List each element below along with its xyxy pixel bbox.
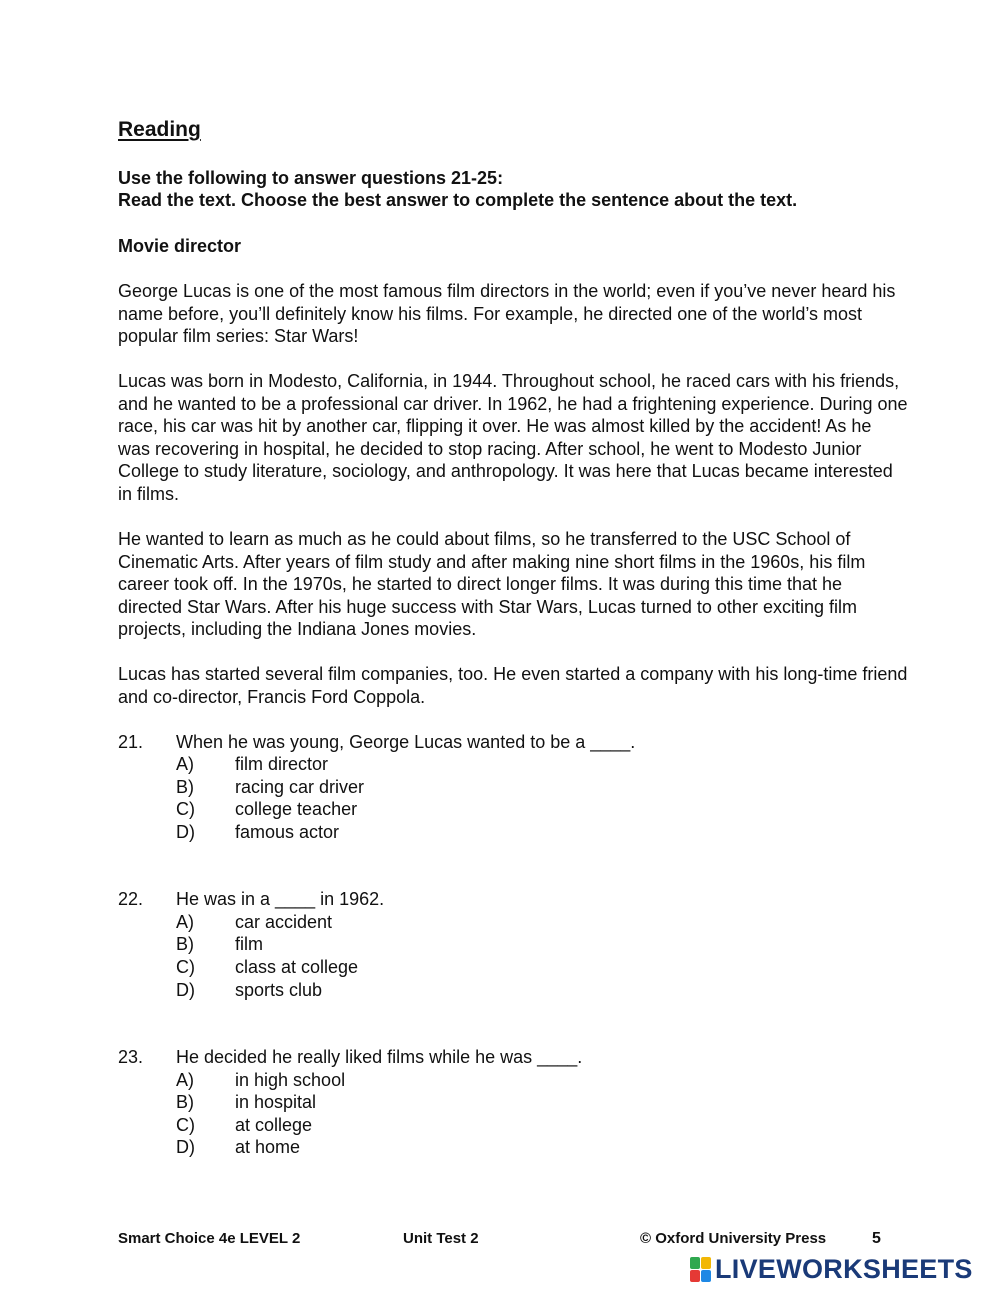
option-letter[interactable]: B) xyxy=(176,934,194,954)
option-letter[interactable]: D) xyxy=(176,980,195,1000)
question-number: 23. xyxy=(118,1047,144,1067)
question-text: He decided he really liked films while he was ____. xyxy=(176,1047,583,1067)
question-text: When he was young, George Lucas wanted to be a ____. xyxy=(176,732,636,752)
instruction-line-2: Read the text. Choose the best answer to complete the sentence about the text. xyxy=(118,190,798,210)
footer-book-title: Smart Choice 4e LEVEL 2 xyxy=(118,1230,301,1247)
page-number: 5 xyxy=(872,1230,881,1247)
option-letter[interactable]: B) xyxy=(176,1092,194,1112)
question-number: 22. xyxy=(118,889,144,909)
text-title: Movie director xyxy=(118,236,242,256)
logo-block xyxy=(690,1270,700,1282)
logo-block xyxy=(701,1257,711,1269)
question-text: He was in a ____ in 1962. xyxy=(176,889,385,909)
option-letter[interactable]: C) xyxy=(176,957,195,977)
instruction-line-1: Use the following to answer questions 21-25: xyxy=(118,168,504,188)
footer-publisher: © Oxford University Press xyxy=(640,1230,827,1247)
liveworksheets-logo-text: LIVEWORKSHEETS xyxy=(715,1254,973,1284)
liveworksheets-logo[interactable] xyxy=(690,1254,973,1284)
option-letter[interactable]: A) xyxy=(176,1070,194,1090)
logo-block xyxy=(701,1270,711,1282)
footer-unit: Unit Test 2 xyxy=(403,1230,479,1247)
option-letter[interactable]: B) xyxy=(176,777,194,797)
option-text[interactable]: sports club xyxy=(235,980,323,1000)
logo-block xyxy=(690,1257,700,1269)
option-text[interactable]: car accident xyxy=(235,912,333,932)
option-letter[interactable]: D) xyxy=(176,822,195,842)
option-text[interactable]: college teacher xyxy=(235,799,358,819)
option-letter[interactable]: C) xyxy=(176,799,195,819)
option-letter[interactable]: D) xyxy=(176,1137,195,1157)
paragraph-1: George Lucas is one of the most famous film directors in the world; even if you’ve never heard his name before, you’ll definitely know his films. For example, he directed one of the world’s most popular film series: Star Wars! xyxy=(118,281,896,347)
option-text[interactable]: racing car driver xyxy=(235,777,365,797)
section-title: Reading xyxy=(118,118,201,141)
option-text[interactable]: film director xyxy=(235,754,329,774)
option-letter[interactable]: C) xyxy=(176,1115,195,1135)
option-text[interactable]: class at college xyxy=(235,957,359,977)
option-text[interactable]: at home xyxy=(235,1137,301,1157)
liveworksheets-logo-icon xyxy=(690,1255,712,1283)
option-text[interactable]: film xyxy=(235,934,263,954)
paragraph-2: Lucas was born in Modesto, California, in 1944. Throughout school, he raced cars with his friends, and he wanted to be a professional car driver. In 1962, he had a frightening experience. During one race, his car was hit by another car, flipping it over. He was almost killed by the accident! As he was recovering in hospital, he decided to stop racing. After school, he went to Modesto Junior College to study literature, sociology, and anthropology. It was here that Lucas became interested in films. xyxy=(118,371,908,504)
option-text[interactable]: at college xyxy=(235,1115,313,1135)
option-text[interactable]: famous actor xyxy=(235,822,340,842)
option-letter[interactable]: A) xyxy=(176,912,194,932)
question-number: 21. xyxy=(118,732,144,752)
option-letter[interactable]: A) xyxy=(176,754,194,774)
option-text[interactable]: in high school xyxy=(235,1070,346,1090)
paragraph-4: Lucas has started several film companies, too. He even started a company with his long-time friend and co-director, Francis Ford Coppola. xyxy=(118,664,908,707)
option-text[interactable]: in hospital xyxy=(235,1092,317,1112)
paragraph-3: He wanted to learn as much as he could about films, so he transferred to the USC School of Cinematic Arts. After years of film study and after making nine short films in the 1960s, his film career took off. In the 1970s, he started to direct longer films. It was during this time that he directed Star Wars. After his huge success with Star Wars, Lucas turned to other exciting film projects, including the Indiana Jones movies. xyxy=(118,529,866,640)
